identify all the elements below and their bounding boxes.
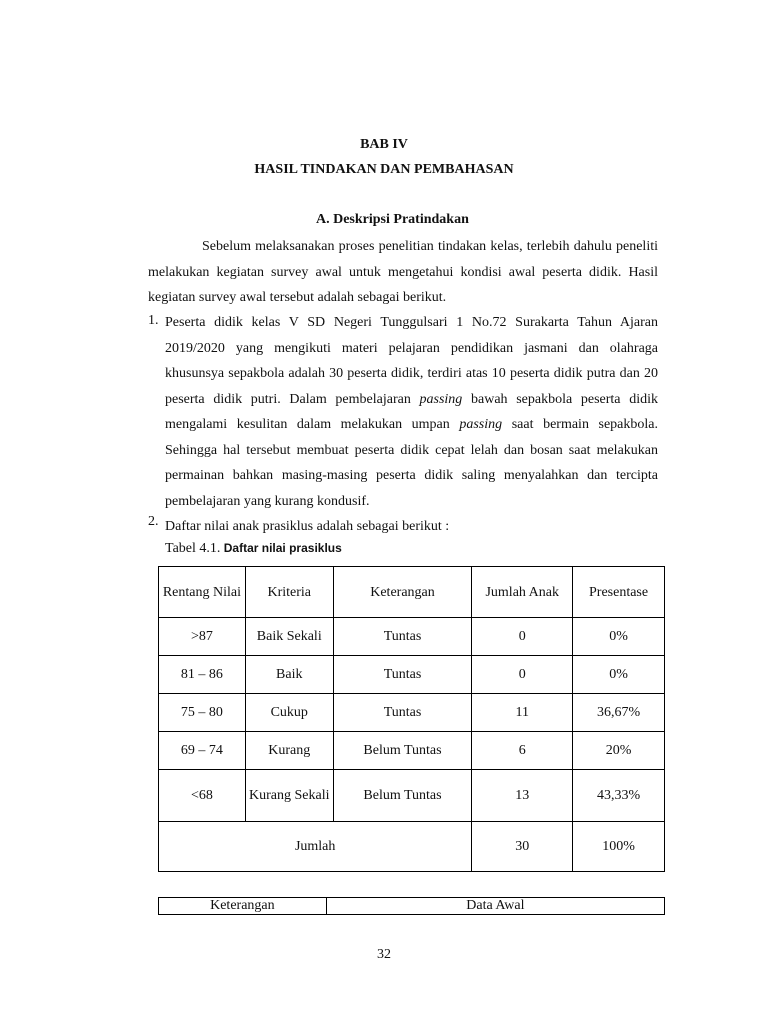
list-item-number: 2. bbox=[148, 514, 159, 529]
table-caption: Tabel 4.1. Daftar nilai prasiklus bbox=[165, 541, 342, 556]
table-cell: Kurang bbox=[245, 732, 333, 770]
chapter-title: HASIL TINDAKAN DAN PEMBAHASAN bbox=[254, 162, 514, 177]
table-cell: 11 bbox=[472, 694, 573, 732]
table-header-row bbox=[159, 898, 665, 915]
table-cell: 0% bbox=[573, 656, 665, 694]
table-cell: Cukup bbox=[245, 694, 333, 732]
table-cell: 75 – 80 bbox=[159, 694, 246, 732]
table-cell: Belum Tuntas bbox=[333, 770, 472, 822]
table-row bbox=[159, 656, 665, 694]
list-item-number: 1. bbox=[148, 313, 159, 328]
total-percent: 100% bbox=[573, 822, 665, 872]
header-cell: Keterangan bbox=[159, 898, 327, 915]
table-cell: Tuntas bbox=[333, 656, 472, 694]
table-cell: 81 – 86 bbox=[159, 656, 246, 694]
header-cell: Keterangan bbox=[333, 567, 472, 618]
table-cell: 20% bbox=[573, 732, 665, 770]
score-table bbox=[158, 566, 665, 872]
header-cell: Presentase bbox=[573, 567, 665, 618]
total-count: 30 bbox=[472, 822, 573, 872]
page-number: 32 bbox=[377, 947, 391, 962]
table-cell: Kurang Sekali bbox=[245, 770, 333, 822]
table-header-row bbox=[159, 567, 665, 618]
table-cell: Belum Tuntas bbox=[333, 732, 472, 770]
table-cell: 36,67% bbox=[573, 694, 665, 732]
table-cell: Tuntas bbox=[333, 694, 472, 732]
table-cell: 13 bbox=[472, 770, 573, 822]
table-cell: 6 bbox=[472, 732, 573, 770]
table-row bbox=[159, 770, 665, 822]
table-cell: <68 bbox=[159, 770, 246, 822]
table-cell: 0% bbox=[573, 618, 665, 656]
list-item-text: Daftar nilai anak prasiklus adalah sebagai berikut : bbox=[165, 519, 450, 534]
table-cell: >87 bbox=[159, 618, 246, 656]
table-cell: 0 bbox=[472, 618, 573, 656]
table-total-row bbox=[159, 822, 665, 872]
header-cell: Jumlah Anak bbox=[472, 567, 573, 618]
total-label: Jumlah bbox=[159, 822, 472, 872]
header-cell: Kriteria bbox=[245, 567, 333, 618]
section-title: A. Deskripsi Pratindakan bbox=[316, 212, 469, 227]
table-row bbox=[159, 618, 665, 656]
table-cell: Baik bbox=[245, 656, 333, 694]
header-cell: Data Awal bbox=[326, 898, 664, 915]
table-cell: Baik Sekali bbox=[245, 618, 333, 656]
table-cell: 0 bbox=[472, 656, 573, 694]
list-item-text: Peserta didik kelas V SD Negeri Tunggulsari 1 No.72 Surakarta Tahun Ajaran 2019/2020 yang mengikuti materi pelajaran pendidikan jasmani dan olahraga khusunsya sepakbola adalah 30 peserta didik, terdiri atas 10 peserta didik putra dan 20 peserta didik putri. Dalam pembelajaran passing bawah sepakbola peserta didik mengalami kesulitan dalam melakukan umpan passing saat bermain sepakbola. Sehingga hal tersebut membuat peserta didik cepat lelah dan bosan saat melakukan permainan bahkan masing-masing peserta didik saling menyalahkan dan tercipta pembelajaran yang kurang kondusif. bbox=[165, 315, 658, 509]
table-row bbox=[159, 732, 665, 770]
table-cell: 69 – 74 bbox=[159, 732, 246, 770]
table-cell: Tuntas bbox=[333, 618, 472, 656]
header-cell: Rentang Nilai bbox=[159, 567, 246, 618]
data-awal-table bbox=[158, 897, 665, 915]
chapter-number: BAB IV bbox=[360, 137, 408, 152]
table-cell: 43,33% bbox=[573, 770, 665, 822]
table-row bbox=[159, 694, 665, 732]
intro-paragraph: Sebelum melaksanakan proses penelitian tindakan kelas, terlebih dahulu peneliti melakukan kegiatan survey awal untuk mengetahui kondisi awal peserta didik. Hasil kegiatan survey awal tersebut adalah sebagai berikut. bbox=[148, 239, 658, 305]
